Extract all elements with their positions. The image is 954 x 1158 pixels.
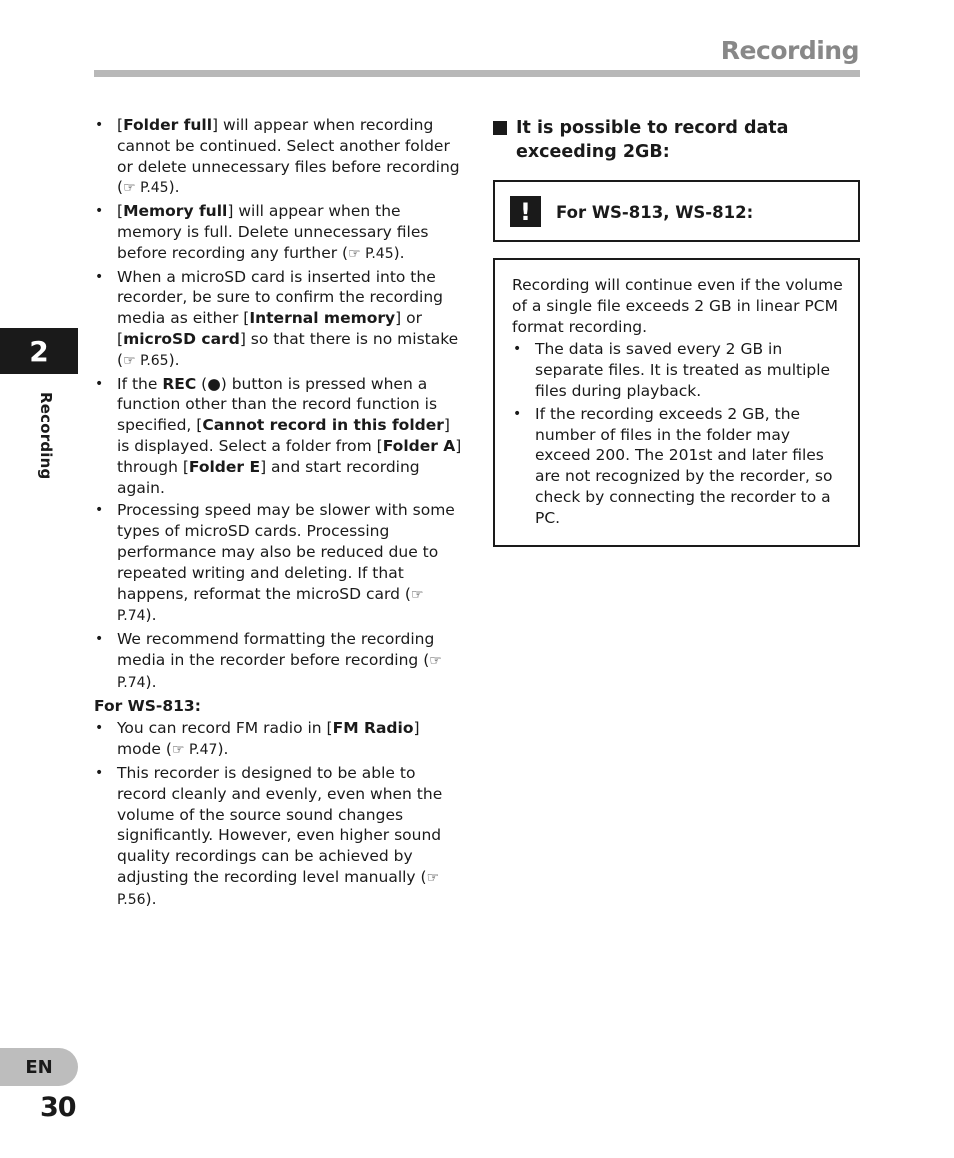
language-badge: EN [0, 1048, 78, 1086]
page-reference: ☞ P.74 [117, 586, 424, 625]
exclamation-icon: ! [510, 196, 541, 227]
page-reference: ☞ P.45 [348, 245, 394, 262]
square-bullet-icon [493, 121, 507, 135]
header-rule [94, 70, 860, 77]
note-intro: Recording will continue even if the volume of a single file exceeds 2 GB in linear PCM format recording. [512, 276, 843, 336]
page-reference: ☞ P.65 [123, 352, 169, 369]
list-item: • When a microSD card is inserted into the recorder, be sure to confirm the recording media as either [Internal memory] or [microSD card] so that there is no mistake (☞ P.65). [94, 267, 464, 372]
section-heading [493, 116, 833, 164]
page-number: 30 [40, 1092, 76, 1123]
list-item: • You can record FM radio in [FM Radio] mode (☞ P.47). [94, 718, 464, 761]
model-subheading: For WS-813: [94, 696, 201, 715]
note-list [512, 339, 847, 528]
list-item: • We recommend formatting the recording media in the recorder before recording (☞ P.74). [94, 629, 464, 693]
list-item: • [Folder full] will appear when recording cannot be continued. Select another folder or delete unnecessary files before recording (☞ P.45). [94, 115, 464, 199]
list-item: • Processing speed may be slower with some types of microSD cards. Processing performance may also be reduced due to repeated writing and deleting. If that happens, reformat the microSD card (☞ P.74). [94, 500, 464, 627]
list-item: • If the REC (●) button is pressed when a function other than the record function is specified, [Cannot record in this folder] is displayed. Select a folder from [Folder A] through [Folder E] and start recording again. [94, 374, 464, 499]
page-reference: ☞ P.56 [117, 869, 440, 908]
caution-title: For WS-813, WS-812: [556, 203, 754, 222]
section-heading-text: It is possible to record data exceeding 2GB: [516, 118, 789, 162]
list-item: • [Memory full] will appear when the memory is full. Delete unnecessary files before recording any further (☞ P.45). [94, 201, 464, 264]
list-item: • The data is saved every 2 GB in separate files. It is treated as multiple files during playback. [512, 339, 847, 401]
caution-box [493, 180, 860, 242]
page-reference: ☞ P.74 [117, 652, 442, 691]
note-box [493, 258, 860, 547]
recording-notes-list [94, 115, 464, 694]
page-reference: ☞ P.45 [123, 180, 169, 197]
chapter-label: Recording [37, 392, 55, 480]
page-header-title: Recording [720, 36, 859, 65]
page-reference: ☞ P.47 [171, 742, 218, 759]
list-item: • This recorder is designed to be able to record cleanly and evenly, even when the volume of the source sound changes significantly. However, even higher sound quality recordings can be achieved by adjusting the recording level manually (☞ P.56). [94, 763, 464, 911]
left-column [94, 115, 464, 912]
list-item: • If the recording exceeds 2 GB, the number of files in the folder may exceed 200. The 201st and later files are not recognized by the recorder, so check by connecting the recorder to a PC. [512, 404, 847, 529]
chapter-number-tab: 2 [0, 328, 78, 374]
ws813-notes-list [94, 718, 464, 910]
